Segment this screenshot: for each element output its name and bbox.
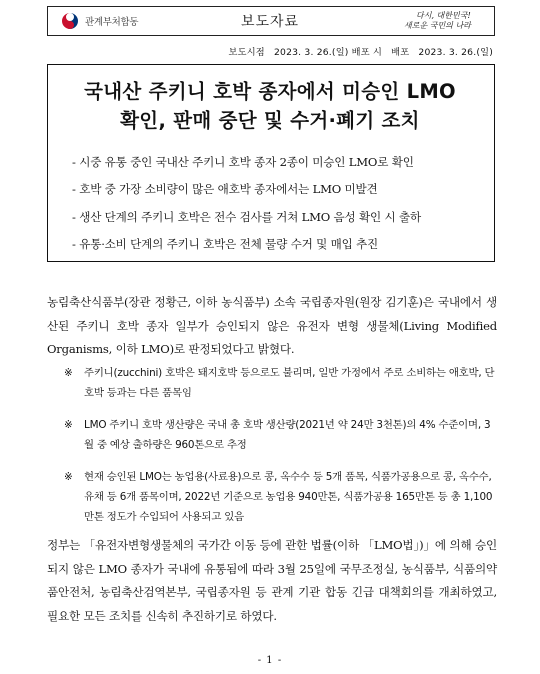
reference-mark: ※ bbox=[64, 367, 73, 379]
title-line1: 국내산 주키니 호박 종자에서 미승인 LMO bbox=[84, 80, 456, 103]
body-paragraph-2: 정부는 「유전자변형생물체의 국가간 이동 등에 관한 법률(이하 「LMO법」)」에 의해 승인되지 않은 LMO 종자가 국내에 유통됨에 따라 3월 25일에 국무조정실, 농식품부, 식품의약품안전처, 농림축산검역본부, 국립종자원 등 관계 기관 합동 긴급 대책회의를 개최하였고, 필요한 모든 조치를 신속히 추진하기로 하였다. bbox=[47, 538, 497, 623]
page-title bbox=[0, 77, 540, 135]
distribution-date: 2023. 3. 26.(일) bbox=[418, 47, 493, 58]
footnote-text: 주키니(zucchini) 호박은 돼지호박 등으로도 불리며, 일반 가정에서 주로 소비하는 애호박, 단호박 등과는 다른 품목임 bbox=[84, 367, 495, 399]
summary-bullet: - 호박 중 가장 소비량이 많은 애호박 종자에서는 LMO 미발견 bbox=[72, 182, 378, 197]
page-number: - 1 - bbox=[257, 655, 283, 666]
title-line2: 확인, 판매 중단 및 수거·폐기 조치 bbox=[120, 109, 420, 132]
release-info bbox=[223, 44, 493, 58]
summary-bullet: - 생산 단계의 주키니 호박은 전수 검사를 거쳐 LMO 음성 확인 시 출하 bbox=[72, 209, 422, 224]
agency-label: 관계부처합동 bbox=[85, 17, 139, 28]
distribution-label: 배포 bbox=[391, 47, 410, 58]
footnote-text: LMO 주키니 호박 생산량은 국내 총 호박 생산량(2021년 약 24만 3천톤)의 4% 수준이며, 3월 중 예상 출하량은 960톤으로 추정 bbox=[84, 419, 491, 451]
summary-bullet: - 시중 유통 중인 국내산 주키니 호박 종자 2종이 미승인 LMO로 확인 bbox=[72, 155, 414, 169]
document-type: 보도자료 bbox=[240, 14, 300, 30]
footnote-text: 현재 승인된 LMO는 농업용(사료용)으로 콩, 옥수수 등 5개 품목, 식품가공용으로 콩, 옥수수, 유채 등 6개 품목이며, 2022년 기준으로 농업용 940만톤, 식품가공용 165만톤 등 총 1,100만톤 정도가 수입되어 사용되고 있음 bbox=[84, 471, 493, 523]
reference-mark: ※ bbox=[64, 419, 73, 431]
slogan-line2: 새로운 국민의 나라 bbox=[404, 21, 471, 30]
release-label: 보도시점 bbox=[228, 47, 265, 58]
summary-bullet: - 유통·소비 단계의 주키니 호박은 전체 물량 수거 및 매입 추진 bbox=[72, 236, 379, 251]
slogan-logo bbox=[402, 8, 488, 34]
slogan-line1: 다시, 대한민국! bbox=[416, 11, 471, 20]
body-paragraph-1: 농림축산식품부(장관 정황근, 이하 농식품부) 소속 국립종자원(원장 김기훈)은 국내에서 생산된 주키니 호박 종자 일부가 승인되지 않은 유전자 변형 생물체(Living Modified Organisms, 이하 LMO)로 판정되었다고 밝혔다. bbox=[47, 295, 497, 356]
summary-bullets bbox=[72, 149, 421, 258]
reference-mark: ※ bbox=[64, 471, 73, 483]
release-date: 2023. 3. 26.(일) 배포 시 bbox=[273, 47, 383, 58]
